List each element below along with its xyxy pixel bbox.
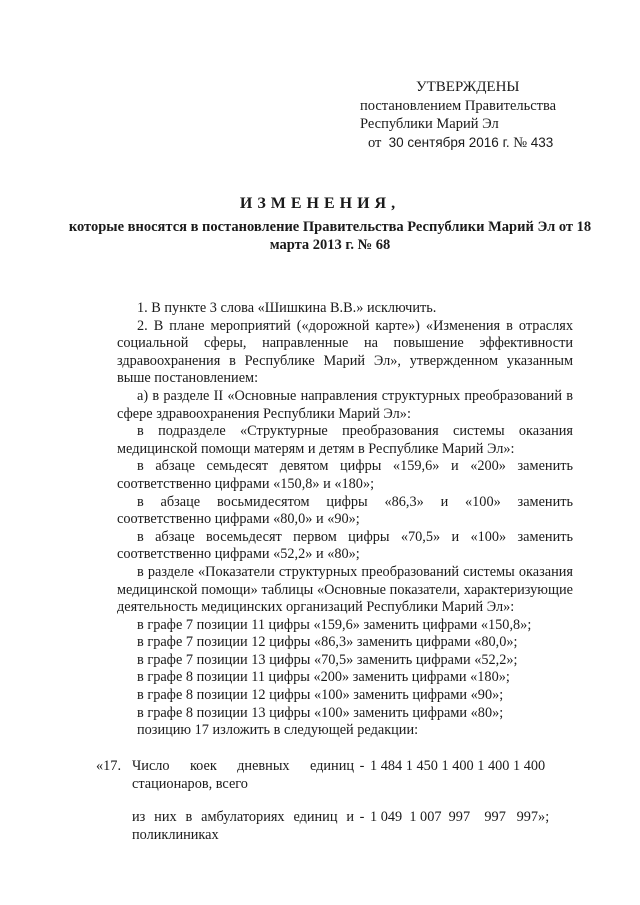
value-cell: 1 400 [513, 758, 546, 774]
document-body [117, 300, 573, 740]
approval-number: 433 [530, 134, 554, 150]
approval-from: от [368, 134, 382, 151]
paragraph: в графе 8 позиции 13 цифры «100» заменить цифрами «80»; [137, 704, 504, 721]
value-cell: 1 450 [405, 758, 438, 774]
paragraph: в графе 7 позиции 12 цифры «86,3» заменить цифрами «80,0»; [137, 634, 518, 651]
paragraph: позицию 17 изложить в следующей редакции: [137, 722, 419, 739]
paragraph: 2. В плане мероприятий («дорожной карте») «Изменения в отраслях социальной сферы, направленные на повышение эффективности здравоохранения в Республике Марий Эл», утвержденном указанным выше постановлением: [117, 317, 573, 387]
row-label: «17. [96, 758, 122, 774]
paragraph: в подразделе «Структурные преобразования системы оказания медицинской помощи матерям и детям в Республике Марий Эл»: [117, 423, 573, 457]
paragraph: в абзаце восемьдесят первом цифры «70,5» и «100» заменить соответственно цифрами «52,2» и «80»; [117, 528, 573, 563]
approval-line-1: постановлением Правительства [360, 97, 557, 114]
paragraph: в разделе «Показатели структурных преобразований системы оказания медицинской помощи» таблицы «Основные показатели, характеризующие деятельность медицинских организаций Республики Марий Эл»: [117, 563, 573, 616]
value-cell: 1 007 [409, 809, 442, 825]
table-row [96, 758, 576, 798]
approval-line-2: Республики Марий Эл [360, 116, 499, 132]
row-description: из них в амбулаториях единиц и поликлиниках [132, 809, 354, 843]
table-row [96, 809, 576, 849]
approval-title: УТВЕРЖДЕНЫ [416, 79, 520, 95]
paragraph: в графе 7 позиции 13 цифры «70,5» заменить цифрами «52,2»; [137, 651, 518, 668]
value-cell: 1 400 [441, 758, 474, 774]
value-cell: 997»; [516, 809, 550, 825]
document-title: ИЗМЕНЕНИЯ, [239, 195, 401, 212]
document-subtitle: которые вносятся в постановление Правительства Республики Марий Эл от 18 марта 2013 г. № 68 [68, 219, 592, 253]
paragraph: 1. В пункте 3 слова «Шишкина В.В.» исключить. [137, 300, 437, 316]
approval-date: 30 сентября 2016 г. [388, 134, 510, 150]
paragraph: в абзаце семьдесят девятом цифры «159,6» и «200» заменить соответственно цифрами «150,8» и «180»; [117, 458, 573, 492]
paragraph: а) в разделе II «Основные направления структурных преобразований в сфере здравоохранения Республики Марий Эл»: [117, 387, 573, 422]
value-cell: 1 049 [370, 809, 403, 825]
value-cell: 1 484 [370, 758, 403, 774]
paragraph: в графе 8 позиции 11 цифры «200» заменить цифрами «180»; [137, 669, 510, 686]
row-description: Число коек дневных единиц стационаров, всего [132, 758, 354, 792]
paragraph: в абзаце восьмидесятом цифры «86,3» и «100» заменить соответственно цифрами «80,0» и «90»; [117, 493, 573, 528]
approval-signature-line [360, 134, 590, 153]
value-cell: 1 400 [477, 758, 510, 774]
approval-number-sign: № [513, 134, 528, 151]
value-cell: 997 [448, 809, 471, 825]
approval-stamp [360, 78, 590, 152]
row-values [370, 758, 576, 776]
value-cell: 997 [484, 809, 506, 825]
row-values [370, 809, 576, 827]
row-dash: - [359, 758, 365, 774]
paragraph: в графе 7 позиции 11 цифры «159,6» заменить цифрами «150,8»; [137, 616, 532, 633]
paragraph: в графе 8 позиции 12 цифры «100» заменить цифрами «90»; [137, 687, 504, 704]
row-dash: - [359, 809, 365, 825]
